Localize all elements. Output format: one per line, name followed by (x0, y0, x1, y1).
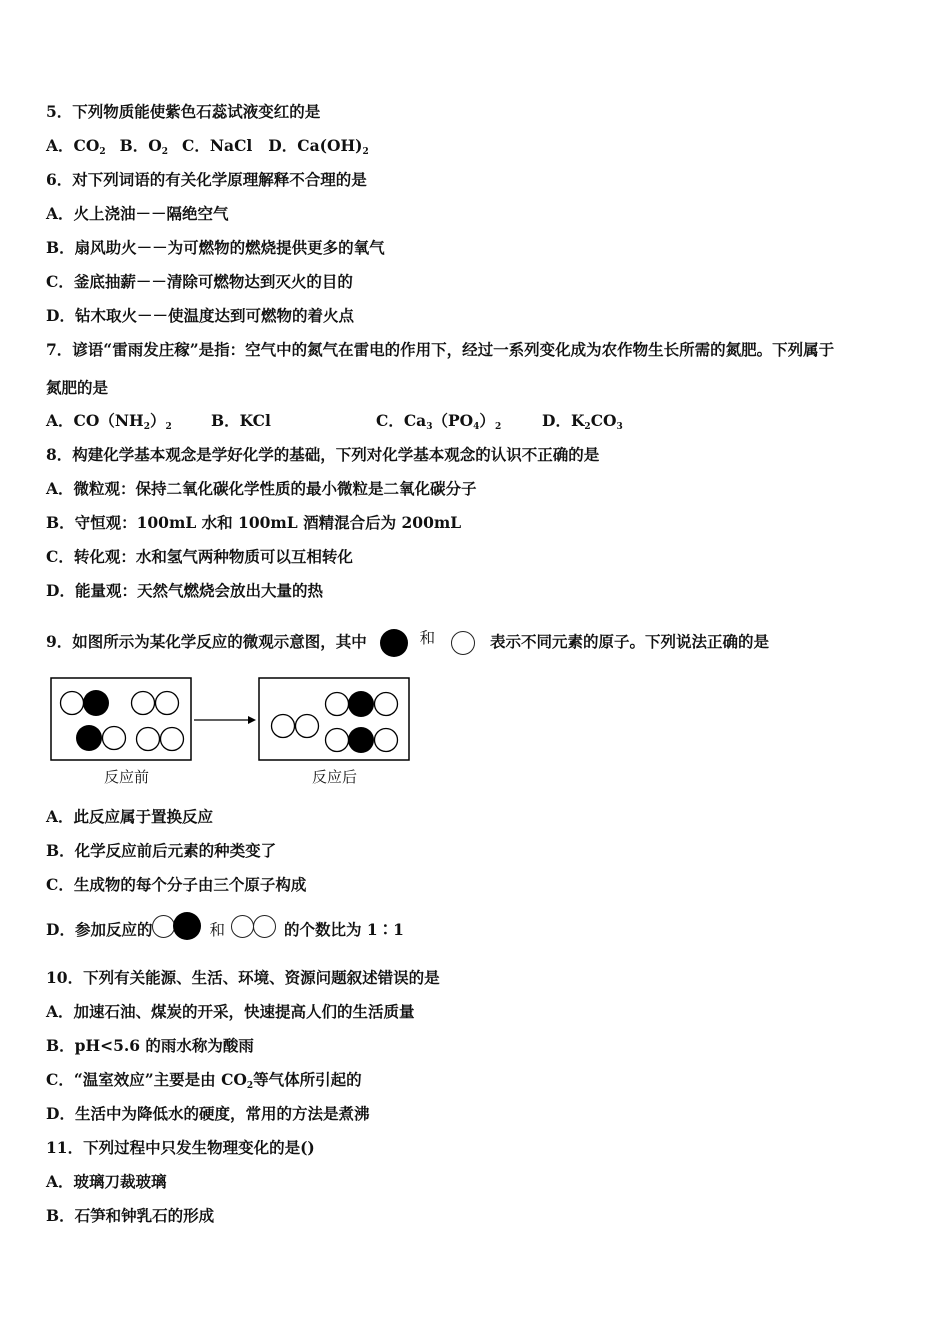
white-atom (296, 715, 319, 738)
q7-option-a: A．$CO(NH_2)_2$ (46, 411, 172, 432)
caption-before: 反应前 (104, 768, 150, 786)
molecule-white-white-icon (231, 909, 276, 941)
arrow-head (248, 716, 256, 724)
q10-option-b: B．pH<5.6 的雨水称为酸雨 (46, 1036, 254, 1055)
q8-stem: 8．构建化学基本观念是学好化学的基础，下列对化学基本观念的认识不正确的是 (46, 445, 600, 464)
q10-option-d: D．生活中为降低水的硬度，常用的方法是煮沸 (46, 1104, 370, 1123)
q6-option-d: D．钻木取火－－使温度达到可燃物的着火点 (46, 306, 354, 325)
white-atom (272, 715, 295, 738)
q5-option-b: B．$O_2$ (119, 136, 169, 157)
molecule-white-black-icon (152, 909, 201, 941)
white-atom (103, 727, 126, 750)
q5-options (46, 136, 369, 162)
q8-option-b: B．守恒观：100mL 水和 100mL 酒精混合后为 200mL (46, 513, 462, 532)
q8-option-c: C．转化观：水和氢气两种物质可以互相转化 (46, 547, 353, 566)
q7-stem-line2: 氮肥的是 (46, 378, 109, 397)
q9-stem: 9．如图所示为某化学反应的微观示意图，其中 和 表示不同元素的原子。下列说法正确的是 (46, 624, 769, 657)
q6-option-a: A．火上浇油－－隔绝空气 (46, 204, 229, 223)
q5-stem: 5．下列物质能使紫色石蕊试液变红的是 (46, 102, 321, 121)
q6-option-b: B．扇风助火－－为可燃物的燃烧提供更多的氧气 (46, 238, 385, 257)
q9-option-a: A．此反应属于置换反应 (46, 807, 214, 826)
white-atom-icon (451, 631, 475, 655)
q7-option-c: C．$Ca_3(PO_4)_2$ (376, 411, 502, 432)
white-atom (326, 693, 349, 716)
white-atom (375, 693, 398, 716)
black-atom-icon (380, 629, 408, 657)
q9-option-d: D．参加反应的 和 的个数比为 1∶1 (46, 908, 404, 946)
white-atom (137, 728, 160, 751)
white-atom (161, 728, 184, 751)
q11-option-b: B．石笋和钟乳石的形成 (46, 1206, 215, 1225)
black-atom (76, 725, 102, 751)
black-atom (348, 727, 374, 753)
q6-stem: 6．对下列词语的有关化学原理解释不合理的是 (46, 170, 367, 189)
q5-option-c: C．NaCl (182, 136, 253, 155)
q5-option-a: A．$CO_2$ (46, 136, 106, 157)
white-atom (326, 729, 349, 752)
q9-option-c: C．生成物的每个分子由三个原子构成 (46, 875, 307, 894)
q11-option-a: A．玻璃刀裁玻璃 (46, 1172, 167, 1191)
q8-option-a: A．微粒观：保持二氧化碳化学性质的最小微粒是二氧化碳分子 (46, 479, 477, 498)
q8-option-d: D．能量观：天然气燃烧会放出大量的热 (46, 581, 323, 600)
q5-option-d: D．$Ca(OH)_2$ (268, 136, 369, 157)
reaction-figure (50, 676, 412, 764)
black-atom (83, 690, 109, 716)
q7-option-b: B．KCl (211, 411, 271, 430)
caption-after: 反应后 (312, 768, 358, 786)
q7-stem-line1: 7．谚语“雷雨发庄稼”是指：空气中的氮气在雷电的作用下，经过一系列变化成为农作物生长所需的氮肥。下列属于 (46, 340, 835, 359)
reaction-diagram (50, 676, 412, 790)
q10-stem: 10．下列有关能源、生活、环境、资源问题叙述错误的是 (46, 968, 440, 987)
q10-option-c: C．“温室效应”主要是由 $CO_2$等气体所引起的 (46, 1070, 362, 1091)
white-atom (61, 692, 84, 715)
q7-option-d: D．$K_2CO_3$ (542, 411, 623, 432)
black-atom (348, 691, 374, 717)
q11-stem: 11．下列过程中只发生物理变化的是() (46, 1138, 315, 1157)
q6-option-c: C．釜底抽薪－－清除可燃物达到灭火的目的 (46, 272, 353, 291)
q9-option-b: B．化学反应前后元素的种类变了 (46, 841, 277, 860)
q10-option-a: A．加速石油、煤炭的开采，快速提高人们的生活质量 (46, 1002, 415, 1021)
white-atom (375, 729, 398, 752)
white-atom (132, 692, 155, 715)
white-atom (156, 692, 179, 715)
